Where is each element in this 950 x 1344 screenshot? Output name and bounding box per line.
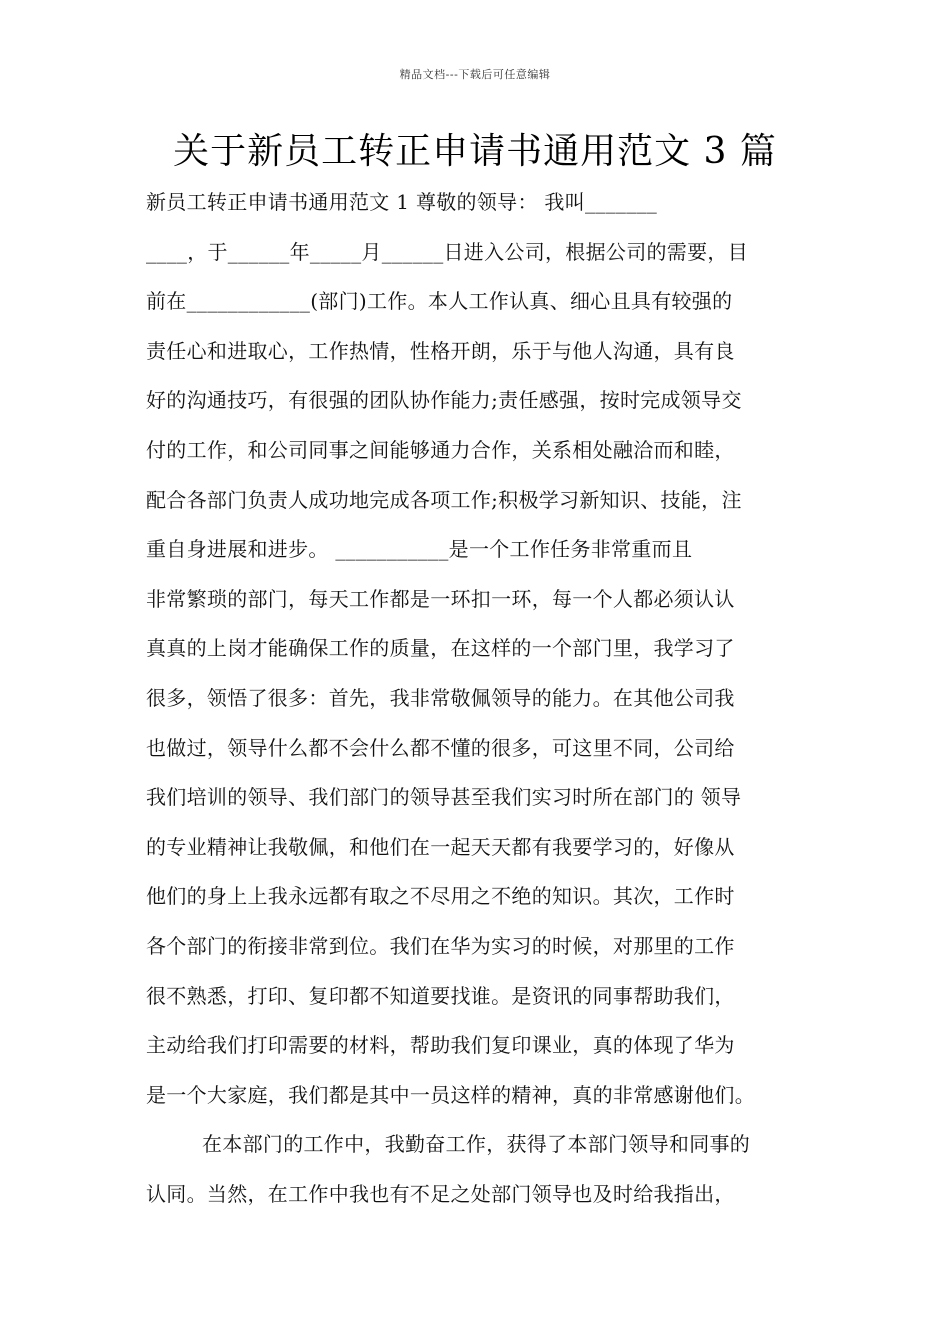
- body-line: 他们的身上上我永远都有取之不尽用之不绝的知识。其次，工作时: [146, 884, 735, 909]
- header-note: 精品文档---下载后可任意编辑: [399, 68, 551, 81]
- paragraph-first-line: 在本部门的工作中，我勤奋工作，获得了本部门领导和同事的: [202, 1132, 751, 1157]
- body-line: 好的沟通技巧，有很强的团队协作能力;责任感强，按时完成领导交: [146, 388, 742, 413]
- body-line: 非常繁琐的部门，每天工作都是一环扣一环，每一个人都必须认认: [146, 586, 735, 611]
- body-line: 真真的上岗才能确保工作的质量，在这样的一个部门里，我学习了: [146, 636, 735, 661]
- body-line: 的专业精神让我敬佩，和他们在一起天天都有我要学习的，好像从: [146, 834, 735, 859]
- body-line: ____，于______年_____月______日进入公司，根据公司的需要，目: [146, 239, 748, 264]
- body-line: 责任心和进取心，工作热情，性格开朗，乐于与他人沟通，具有良: [146, 338, 735, 363]
- body-line: 新员工转正申请书通用范文 1 尊敬的领导： 我叫_______: [146, 190, 658, 214]
- body-line: 各个部门的衔接非常到位。我们在华为实习的时候，对那里的工作: [146, 933, 735, 958]
- body-line: 前在____________(部门)工作。本人工作认真、细心且具有较强的: [146, 289, 733, 314]
- body-line: 很不熟悉，打印、复印都不知道要找谁。是资讯的同事帮助我们，: [146, 983, 735, 1008]
- body-line: 是一个大家庭，我们都是其中一员这样的精神，真的非常感谢他们。: [146, 1082, 755, 1107]
- body-line: 认同。当然，在工作中我也有不足之处部门领导也及时给我指出，: [146, 1181, 735, 1206]
- document-body: [146, 180, 836, 1221]
- body-line: 付的工作，和公司同事之间能够通力合作，关系相处融洽而和睦，: [146, 437, 735, 462]
- page-title: 关于新员工转正申请书通用范文 3 篇: [173, 131, 777, 172]
- body-line: 主动给我们打印需要的材料，帮助我们复印课业，真的体现了华为: [146, 1033, 735, 1058]
- body-line: 重自身进展和进步。 ___________是一个工作任务非常重而且: [146, 537, 693, 562]
- body-line: 我们培训的领导、我们部门的领导甚至我们实习时所在部门的 领导: [146, 785, 742, 810]
- body-line: 很多，领悟了很多：首先，我非常敬佩领导的能力。在其他公司我: [146, 685, 735, 710]
- body-line: 也做过，领导什么都不会什么都不懂的很多，可这里不同，公司给: [146, 735, 735, 760]
- body-line: 配合各部门负责人成功地完成各项工作;积极学习新知识、技能，注: [146, 487, 742, 512]
